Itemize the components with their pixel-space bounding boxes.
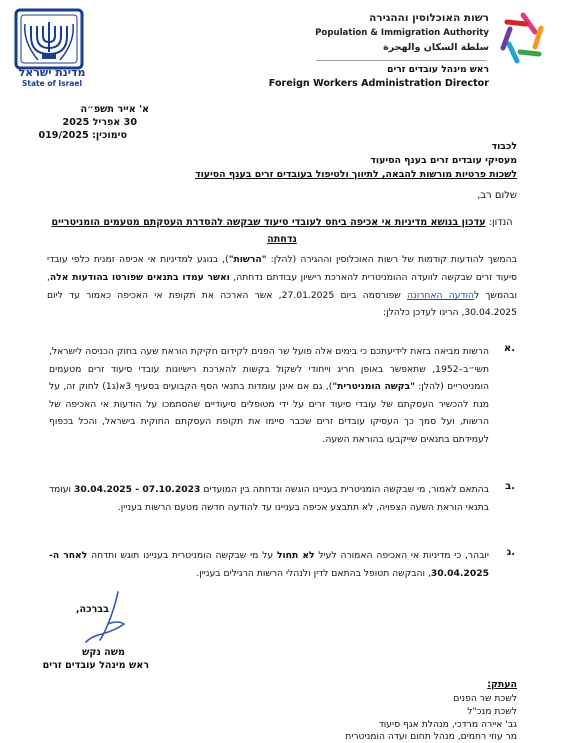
item-marker-a: א. <box>503 343 515 354</box>
item-a-term: "בקשה הומניטרית" <box>332 381 415 393</box>
cc-label: העתק: <box>487 679 517 690</box>
handwritten-signature <box>75 590 138 646</box>
intro-text-3: , ובהמשך ל <box>47 271 517 301</box>
addressee-label: לכבוד <box>491 141 517 152</box>
authority-name-hebrew: רשות האוכלוסין וההגירה <box>369 12 489 24</box>
item-marker-c: ג. <box>506 547 515 558</box>
cc-item: לשכת מנכ"ל <box>467 706 517 717</box>
header-divider <box>316 60 486 61</box>
cc-item: גב' איירה מרדכי, מנהלת אגף סיעוד <box>378 719 517 730</box>
item-marker-b: ב. <box>505 481 515 492</box>
authority-logo-icon <box>495 10 551 66</box>
item-a-paragraph <box>49 343 489 449</box>
item-b-text-1: בהתאם לאמור, מי שבקשה הומניטרית בעניינו הוגשה ונדחתה בין המועדים <box>200 484 489 495</box>
subject-text: עדכון בנושא מדיניות אי אכיפה ביחס לעובדי סיעוד שבקשה להסדרת העסקתם מטעמים הומניטריים נדחתה <box>51 217 486 245</box>
intro-text-4: שפורסמה ביום 27.01.2025, אשר הארכה את תקופת אי האכיפה כאמור עד ליום 30.04.2025, הרינו לעדכן כלהלן: <box>47 289 517 319</box>
item-c-text-3: , והבקשה תטופל בהתאם לדין ולנהלי הרשות הרגילים בעניין. <box>196 567 431 579</box>
last-notice-link[interactable]: הודעה האחרונה <box>407 289 475 301</box>
intro-text-2: ), בנוגע למדיניות אי אכיפה זמנית כלפי עובדי סיעוד זרים שבקשה לוועדה ההומניטרית להארכת רישיון עבודתם נדחתה, <box>47 254 518 283</box>
greeting: שלום רב, <box>477 190 517 201</box>
cc-item: מר עוזי רחמים, מנהל תחום ועדה הומניטרית <box>345 731 517 742</box>
gregorian-date: 30 אפריל 2025 <box>62 117 137 128</box>
state-emblem-icon <box>14 8 84 70</box>
item-a-text-2: ), גם אם אינן עומדות בתנאי הסף הקבועים בסעיף 3א(ג1) לחוק זה, על מנת להכשיר העסקתם של עובדי סיעוד זרים על ידי מטופלים סיעודיים שהסתמכו על הודעות אי האכיפה של הרשות, ועל סמך כך העסיקו עובדים זרים שכבר סיימו את תקופת העסקתם החוקית בישראל, והכל בכפוף לעמידתם בתנאים שייקבעו בהוראת השעה. <box>49 381 489 445</box>
authority-name-english: Population & Immigration Authority <box>315 28 489 38</box>
item-c-text-2: על מי שבקשה הומניטרית בעניינו תוגש ותדחה <box>87 550 277 561</box>
reference-number: סימוכין: 019/2025 <box>38 130 127 141</box>
closing-blessing: בברכה, <box>75 604 109 615</box>
signatory-title: ראש מינהל עובדים זרים <box>42 660 149 671</box>
subject-line <box>47 214 517 248</box>
subject-label: הנדון: <box>488 217 513 228</box>
item-c-text-1: יובהר, כי מדיניות אי האכיפה האמורה לעיל <box>314 550 489 561</box>
intro-emphasis: ואשר עמדו בתנאים שפורטו בהודעות אלה <box>49 271 230 283</box>
item-b-paragraph <box>49 481 489 516</box>
signatory-name: משה נקש <box>82 647 125 658</box>
state-name-hebrew: מדינת ישראל <box>18 66 86 79</box>
department-name-hebrew: ראש מינהל עובדים זרים <box>387 64 489 75</box>
intro-term: "הרשות" <box>228 254 267 265</box>
intro-paragraph <box>47 251 517 322</box>
item-c-emphasis-1: לא תחול <box>276 550 315 561</box>
item-c-emphasis-2: לאחר ה- 30.04.2025 <box>49 550 489 579</box>
intro-text-1: בהמשך להודעות קודמות של רשות האוכלוסין וההגירה (להלן: <box>266 254 517 265</box>
item-c-paragraph <box>49 547 489 582</box>
cc-item: לשכת שר הפנים <box>453 693 517 704</box>
addressee-line-2: לשכות פרטיות מורשות להבאה, לתיווך ולטיפול בעובדים זרים בענף הסיעוד <box>195 169 517 180</box>
hebrew-date: א' אייר תשפ״ה <box>80 104 149 115</box>
state-name-english: State of Israel <box>21 79 83 88</box>
authority-name-arabic: سلطة السكان والهجرة <box>383 42 489 53</box>
addressee-line-1: מעסיקי עובדים זרים בענף הסיעוד <box>370 155 517 166</box>
item-b-text-2: ועומד בתנאי הוראת השעה הצפויה, לא תתבצע אכיפה בעניינו עד להודעה חדשה מטעם הרשות בעניין. <box>49 484 489 513</box>
department-name-english: Foreign Workers Administration Director <box>268 78 489 89</box>
item-a-text-1: הרשות מביאה בזאת לידיעתכם כי בימים אלה פועל שר הפנים לקידום חקיקת הוראת שעה בחוק הכניסה לישראל, תשי״ב–1952, שתאפשר באופן חריג וייחודי לשקול בקשות להארכת רישיונות עובדי סיעוד זרים מטעמים הומניטריים (להלן: <box>49 346 489 393</box>
item-b-date-range: 07.10.2023 - 30.04.2025 <box>73 484 201 495</box>
